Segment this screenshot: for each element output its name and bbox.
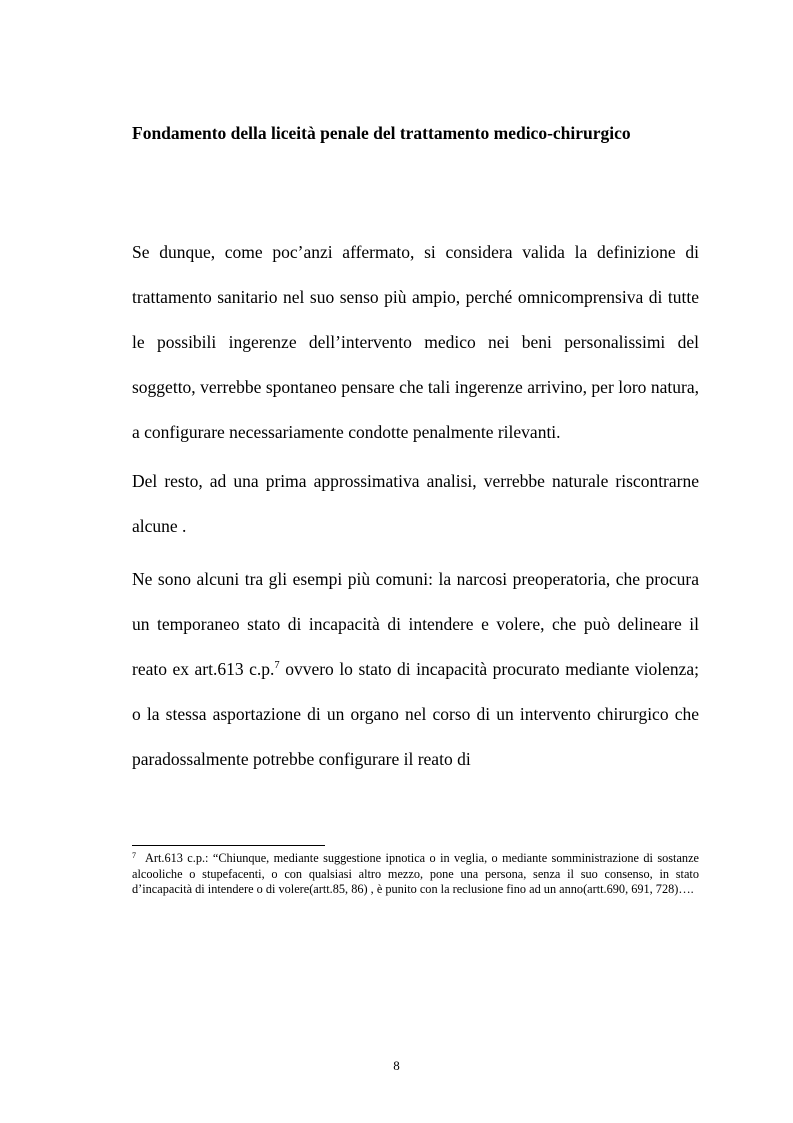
footnote-reference[interactable]: 7 <box>274 660 280 671</box>
page-number: 8 <box>393 1058 400 1073</box>
body-paragraph: Se dunque, come poc’anzi affermato, si considera valida la definizione di trattamento sanitario nel suo senso più ampio, perché omnicomprensiva di tutte le possibili ingerenze dell’intervento medico nei beni personalissimi del soggetto, verrebbe spontaneo pensare che tali ingerenze arrivino, per loro natura, a configurare necessariamente condotte penalmente rilevanti. <box>132 242 699 442</box>
body-paragraph: Del resto, ad una prima approssimativa analisi, verrebbe naturale riscontrarne alcune . <box>132 471 699 536</box>
footnote-text: Art.613 c.p.: “Chiunque, mediante suggestione ipnotica o in veglia, o mediante somministrazione di sostanze alcooliche o stupefacenti, o con qualsiasi altro mezzo, pone una persona, senza il suo consenso, in stato d’incapacità di intendere o di volere(artt.85, 86) , è punito con la reclusione fino ad un anno(artt.690, 691, 728)…. <box>132 851 699 897</box>
footnote-mark: 7 <box>132 851 136 860</box>
body-paragraph <box>132 557 699 782</box>
section-heading: Fondamento della liceità penale del trattamento medico-chirurgico <box>132 123 631 143</box>
footnote-separator <box>132 845 325 846</box>
paragraph-text: ovvero lo stato di incapacità procurato mediante violenza; o la stessa asportazione di un organo nel corso di un intervento chirurgico che paradossalmente potrebbe configurare il reato di <box>132 659 699 769</box>
footnote <box>132 851 699 898</box>
paragraph-text: Ne sono alcuni tra gli esempi più comuni: la narcosi preoperatoria, che procura un temporaneo stato di incapacità di intendere e volere, che può delineare il reato ex art.613 c.p. <box>132 569 699 679</box>
